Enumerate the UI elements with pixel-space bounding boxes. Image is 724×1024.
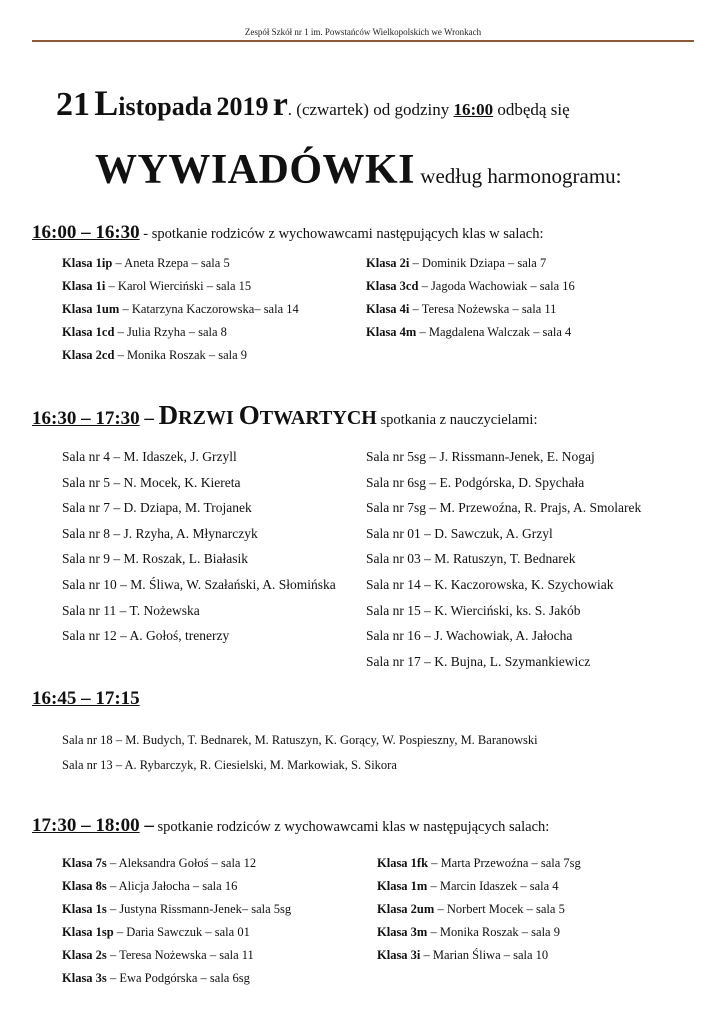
main-tail: według harmonogramu: [415, 164, 622, 188]
section4-time: 17:30 – 18:00 [32, 815, 140, 836]
list-item: Klasa 1s – Justyna Rissmann-Jenek– sala 5sg [62, 902, 292, 916]
list-item: Sala nr 15 – K. Wierciński, ks. S. Jakób [366, 602, 581, 618]
list-item: Klasa 8s – Alicja Jałocha – sala 16 [62, 879, 238, 893]
section1-heading [32, 222, 544, 244]
list-item: Klasa 3i – Marian Śliwa – sala 10 [377, 948, 549, 962]
list-item: Sala nr 14 – K. Kaczorowska, K. Szychowiak [366, 576, 614, 592]
list-item: Sala nr 5 – N. Mocek, K. Kiereta [62, 474, 241, 490]
list-item: Klasa 2i – Dominik Dziapa – sala 7 [366, 256, 547, 270]
section1-right-list [366, 252, 575, 344]
list-item: Klasa 1sp – Daria Sawczuk – sala 01 [62, 925, 250, 939]
section1-left-list [62, 252, 299, 367]
date-r: r [272, 86, 288, 123]
list-item: Sala nr 5sg – J. Rissmann-Jenek, E. Nogaj [366, 449, 595, 464]
list-item: Klasa 1i – Karol Wierciński – sala 15 [62, 279, 252, 293]
section1-desc: - spotkanie rodziców z wychowawcami następujących klas w salach: [139, 226, 544, 242]
date-year: 2019 [216, 92, 269, 121]
section2-time: 16:30 – 17:30 [32, 408, 140, 429]
list-item: Sala nr 03 – M. Ratuszyn, T. Bednarek [366, 551, 576, 567]
section3-time: 16:45 – 17:15 [32, 688, 140, 709]
date-day: 21 [56, 86, 90, 123]
list-item: Sala nr 6sg – E. Podgórska, D. Spychała [366, 474, 585, 490]
list-item: Sala nr 18 – M. Budych, T. Bednarek, M. Ratuszyn, K. Gorący, W. Pospieszny, M. Baranowski [62, 733, 538, 747]
date-weekday: . (czwartek) od godziny [287, 100, 454, 119]
section3-heading [32, 688, 140, 710]
list-item: Sala nr 17 – K. Bujna, L. Szymankiewicz [366, 653, 591, 669]
date-title [56, 82, 570, 124]
list-item: Klasa 2s – Teresa Nożewska – sala 11 [62, 948, 254, 962]
section2-right-list [366, 444, 641, 674]
title-tail: odbędą się [493, 100, 570, 119]
list-item: Sala nr 16 – J. Wachowiak, A. Jałocha [366, 628, 573, 644]
list-item: Klasa 2cd – Monika Roszak – sala 9 [62, 348, 248, 362]
main-word: WYWIADÓWKI [95, 147, 416, 193]
section3-list [62, 728, 538, 778]
section1-time: 16:00 – 16:30 [32, 222, 140, 243]
list-item: Klasa 7s – Aleksandra Gołoś – sala 12 [62, 856, 257, 870]
list-item: Sala nr 7sg – M. Przewoźna, R. Prajs, A. Smolarek [366, 500, 642, 516]
month-initial: L [94, 83, 119, 123]
list-item: Sala nr 4 – M. Idaszek, J. Grzyll [62, 449, 237, 464]
list-item: Klasa 1fk – Marta Przewoźna – sala 7sg [377, 856, 581, 870]
section2-desc: spotkania z nauczycielami: [376, 412, 538, 428]
list-item: Sala nr 10 – M. Śliwa, W. Szałański, A. Słomińska [62, 576, 336, 592]
list-item: Sala nr 7 – D. Dziapa, M. Trojanek [62, 500, 252, 516]
list-item: Klasa 3cd – Jagoda Wachowiak – sala 16 [366, 279, 575, 293]
list-item: Klasa 3s – Ewa Podgórska – sala 6sg [62, 971, 250, 985]
section4-right-list [377, 852, 581, 967]
month-rest: istopada [118, 92, 213, 121]
list-item: Sala nr 13 – A. Rybarczyk, R. Ciesielski, M. Markowiak, S. Sikora [62, 758, 397, 772]
list-item: Sala nr 8 – J. Rzyha, A. Młynarczyk [62, 525, 258, 541]
section4-desc: spotkanie rodziców z wychowawcami klas w następujących salach: [153, 819, 550, 835]
section2-heading: 16:30 – 17:30 – DRZWI OTWARTYCH spotkania z nauczycielami: [32, 400, 538, 430]
list-item: Sala nr 12 – A. Gołoś, trenerzy [62, 628, 230, 644]
list-item: Klasa 1um – Katarzyna Kaczorowska– sala 14 [62, 302, 299, 316]
list-item: Sala nr 9 – M. Roszak, L. Białasik [62, 551, 248, 567]
list-item: Klasa 4m – Magdalena Walczak – sala 4 [366, 325, 572, 339]
list-item: Klasa 1m – Marcin Idaszek – sala 4 [377, 879, 559, 893]
list-item: Klasa 4i – Teresa Nożewska – sala 11 [366, 302, 557, 316]
list-item: Sala nr 01 – D. Sawczuk, A. Grzyl [366, 525, 553, 541]
list-item: Klasa 2um – Norbert Mocek – sala 5 [377, 902, 565, 916]
section2-left-list [62, 444, 336, 649]
list-item: Sala nr 11 – T. Nożewska [62, 602, 200, 618]
main-title [95, 146, 621, 194]
list-item: Klasa 3m – Monika Roszak – sala 9 [377, 925, 560, 939]
section4-heading: 17:30 – 18:00 – spotkanie rodziców z wychowawcami klas w następujących salach: [32, 815, 550, 836]
section4-left-list [62, 852, 291, 990]
list-item: Klasa 1cd – Julia Rzyha – sala 8 [62, 325, 227, 339]
list-item: Klasa 1ip – Aneta Rzepa – sala 5 [62, 256, 230, 270]
header-divider [32, 40, 694, 42]
start-time: 16:00 [453, 100, 494, 119]
school-header: Zespół Szkół nr 1 im. Powstańców Wielkopolskich we Wronkach [244, 27, 482, 37]
